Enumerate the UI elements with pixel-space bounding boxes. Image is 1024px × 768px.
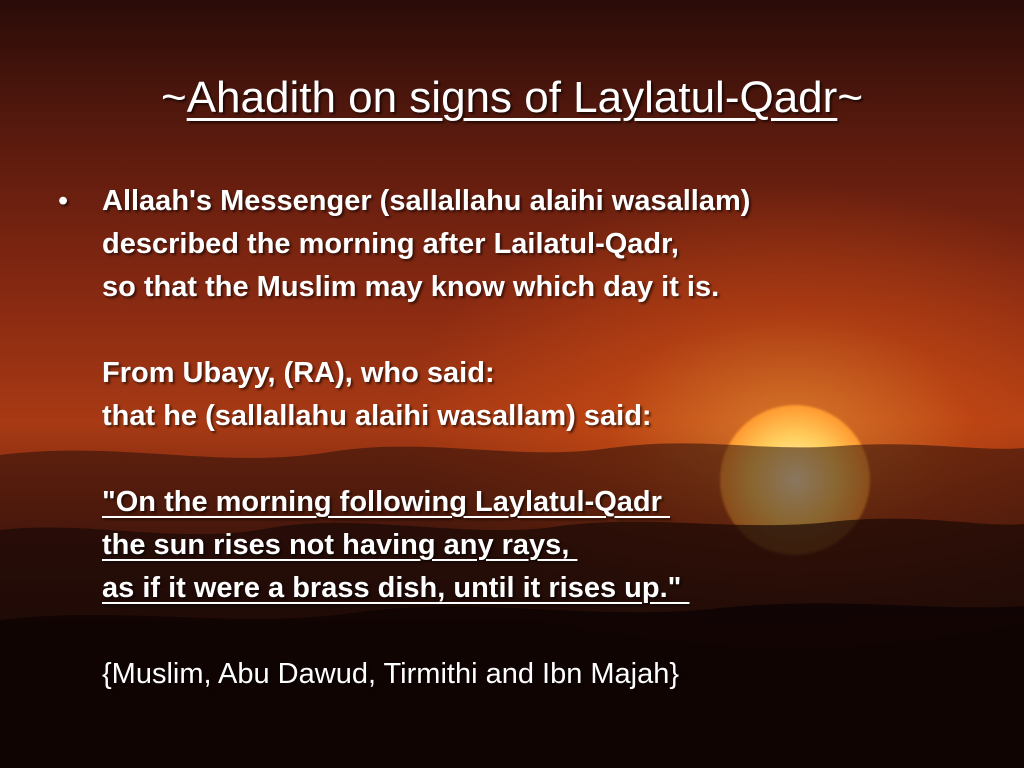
narration-line: From Ubayy, (RA), who said: [102, 357, 495, 389]
slide-title [0, 70, 1024, 126]
intro-line: described the morning after Lailatul-Qadr, [102, 228, 679, 260]
hadith-quote [102, 481, 1002, 610]
title-prefix: ~ [160, 73, 187, 122]
quote-line: the sun rises not having any rays, [102, 529, 578, 561]
intro-line: so that the Muslim may know which day it is. [102, 271, 720, 303]
bullet-item [102, 180, 1002, 696]
title-suffix: ~ [837, 73, 864, 122]
intro-line: Allaah's Messenger (sallallahu alaihi wasallam) [102, 185, 751, 217]
narration-line: that he (sallallahu alaihi wasallam) said: [102, 400, 652, 432]
quote-line: "On the morning following Laylatul-Qadr [102, 486, 670, 518]
bullet-icon: • [58, 185, 69, 217]
title-text: Ahadith on signs of Laylatul-Qadr [186, 73, 838, 122]
quote-line: as if it were a brass dish, until it rises up." [102, 572, 690, 604]
source-citation: {Muslim, Abu Dawud, Tirmithi and Ibn Majah} [102, 658, 680, 690]
